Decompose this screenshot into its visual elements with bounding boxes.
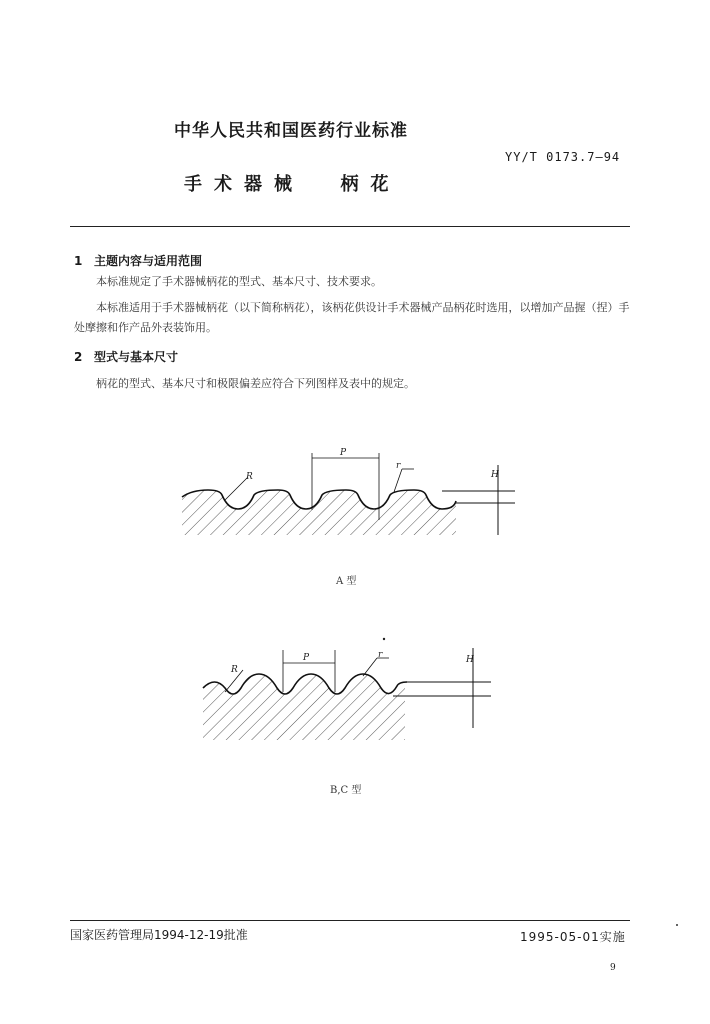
section-1-para-2: 本标准适用于手术器械柄花（以下简称柄花），该柄花供设计手术器械产品柄花时选用，以增加产品握（捏）手处摩擦和作产品外表装饰用。 bbox=[74, 301, 630, 334]
issuing-organization: 中华人民共和国医药行业标准 bbox=[174, 121, 408, 141]
footer-rule bbox=[70, 920, 630, 921]
document-title: 手术器械 柄花 bbox=[184, 174, 401, 195]
section-2-heading bbox=[74, 348, 178, 365]
section-2-title: 型式与基本尺寸 bbox=[94, 350, 179, 364]
header-rule bbox=[70, 226, 630, 227]
hatched-material-a bbox=[170, 475, 470, 540]
standard-code: YY/T 0173.7—94 bbox=[505, 150, 621, 164]
section-2-para-1: 柄花的型式、基本尺寸和极限偏差应符合下列图样及表中的规定。 bbox=[96, 377, 415, 390]
section-1-heading bbox=[74, 252, 202, 269]
section-1-para-1: 本标准规定了手术器械柄花的型式、基本尺寸、技术要求。 bbox=[96, 275, 382, 288]
radius-leader-small-a bbox=[394, 469, 402, 492]
radius-leader-small-bc bbox=[363, 658, 377, 676]
radius-leader-big-a bbox=[225, 477, 248, 500]
figure-a-caption: A 型 bbox=[336, 576, 357, 587]
height-label-bc: H bbox=[466, 655, 474, 665]
pitch-label-a: P bbox=[340, 448, 347, 458]
figure-type-bc bbox=[185, 628, 515, 743]
figure-bc-caption: B,C 型 bbox=[330, 785, 362, 796]
page-number: 9 bbox=[610, 963, 616, 973]
section-1-title: 主题内容与适用范围 bbox=[94, 254, 203, 268]
reference-dot-bc bbox=[383, 638, 385, 640]
radius-small-label-a: r bbox=[396, 461, 401, 471]
radius-big-label-bc: R bbox=[231, 665, 238, 675]
radius-big-label-a: R bbox=[246, 472, 253, 482]
hatched-material-bc bbox=[185, 658, 425, 743]
pitch-label-bc: P bbox=[303, 653, 310, 663]
approval-note: 国家医药管理局1994-12-19批准 bbox=[70, 928, 248, 942]
radius-small-label-bc: r bbox=[378, 650, 383, 660]
height-label-a: H bbox=[491, 470, 499, 480]
section-2-number: 2 bbox=[74, 350, 83, 364]
implementation-date: 1995-05-01实施 bbox=[520, 930, 626, 944]
scan-speck bbox=[676, 924, 678, 926]
figure-type-a bbox=[170, 435, 530, 540]
section-1-number: 1 bbox=[74, 254, 83, 268]
